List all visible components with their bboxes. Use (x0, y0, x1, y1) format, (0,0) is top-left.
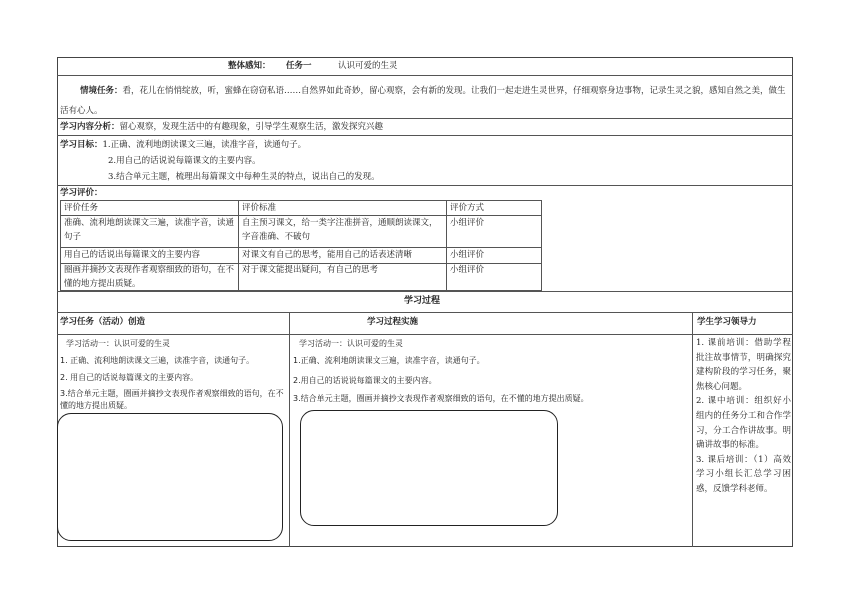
eval-header-task: 评价任务 (64, 203, 99, 213)
eval-cell: 用自己的话说出每篇课文的主要内容 (64, 250, 201, 260)
goal-item: 3.结合单元主题，梳理出每篇课文中每种生灵的特点，说出自己的发现。 (108, 172, 380, 182)
row-divider (57, 334, 793, 335)
eval-header-standard: 评价标准 (242, 203, 277, 213)
row-divider (57, 75, 793, 76)
eval-cell: 对于课文能提出疑问，有自己的思考 (242, 265, 379, 275)
situation-text: 看，花儿在悄悄绽放，听，蜜蜂在窃窃私语……自然界如此奇妙，留心观察，会有新的发现。让我们一起走进生灵世界，仔细观察身边事物，记录生灵之貌，感知自然之美，做生活有心人。 (60, 86, 786, 116)
eval-cell: 小组评价 (450, 265, 485, 275)
middle-item: 1.正确、流利地朗读课文三遍，读准字音，读通句子。 (293, 356, 485, 365)
task-title: 认识可爱的生灵 (338, 61, 398, 71)
content-analysis-label: 学习内容分析： (60, 122, 120, 132)
process-title: 学习过程 (404, 296, 441, 306)
leadership-notes (696, 336, 791, 497)
goals (60, 140, 306, 151)
goal-item: 2.用自己的话说说每篇课文的主要内容。 (108, 156, 261, 166)
eval-cell: 自主预习课文，给一类字注准拼音，通顺朗读课文，字音准确、不破句 (242, 218, 438, 242)
row-divider (57, 291, 793, 292)
column-divider (289, 312, 290, 547)
eval-header-method: 评价方式 (450, 203, 485, 213)
left-item: 3.结合单元主题，圈画并摘抄文表现作者观察细致的语句，在不懂的地方提出质疑。 (60, 389, 284, 410)
situation-label: 情境任务： (80, 86, 123, 96)
left-item: 1. 正确、流利地朗读课文三遍，读准字音，读通句子。 (60, 356, 255, 365)
left-activity-title: 学习活动一：认识可爱的生灵 (66, 339, 170, 348)
goals-label: 学习目标： (60, 140, 103, 150)
content-analysis-text: 留心观察，发现生活中的有趣现象，引导学生观察生活，激发探究兴趣 (119, 122, 384, 132)
eval-cell: 小组评价 (450, 218, 485, 228)
overview-label: 整体感知： (228, 61, 271, 71)
situation-task (60, 81, 788, 121)
middle-item: 2.用自己的话说说每篇课文的主要内容。 (293, 376, 437, 385)
col-header-task: 学习任务（活动）创造 (60, 317, 146, 327)
left-item: 2. 用自己的话说每篇课文的主要内容。 (60, 373, 199, 382)
col-header-implementation: 学习过程实施 (367, 317, 419, 327)
middle-activity-title: 学习活动一：认识可爱的生灵 (299, 339, 403, 348)
content-analysis (60, 122, 383, 133)
eval-cell: 对课文有自己的思考，能用自己的话表述清晰 (242, 250, 413, 260)
eval-cell: 小组评价 (450, 250, 485, 260)
leadership-item: 3. 课后培训：（1）高效学习小组长汇总学习困惑，反馈学科老师。 (696, 454, 791, 494)
evaluation-label: 学习评价： (60, 188, 103, 198)
leadership-item: 2. 课中培训：组织好小组内的任务分工和合作学习，分工合作讲故事。明确讲故事的标准。 (696, 396, 791, 451)
task-number: 任务一 (286, 61, 312, 71)
col-header-leadership: 学生学习领导力 (697, 317, 757, 327)
row-divider (57, 135, 793, 136)
eval-cell: 准确、流利地朗读课文三遍，读准字音，读通句子 (64, 218, 235, 242)
answer-box-middle[interactable] (300, 410, 558, 526)
leadership-item: 1. 课前培训：借助学程批注故事情节，明确探究建构阶段的学习任务，聚焦核心问题。 (696, 338, 791, 392)
column-divider (692, 312, 693, 547)
row-divider (57, 312, 793, 313)
row-divider (57, 185, 793, 186)
evaluation-table (60, 200, 542, 291)
answer-box-left[interactable] (57, 413, 283, 541)
eval-cell: 圈画并摘抄文表现作者观察细致的语句，在不懂的地方提出质疑。 (64, 265, 235, 289)
goal-item: 1.正确、流利地朗读课文三遍，读准字音，读通句子。 (102, 140, 307, 150)
middle-item: 3.结合单元主题，圈画并摘抄文表现作者观察细致的语句，在不懂的地方提出质疑。 (293, 394, 589, 403)
